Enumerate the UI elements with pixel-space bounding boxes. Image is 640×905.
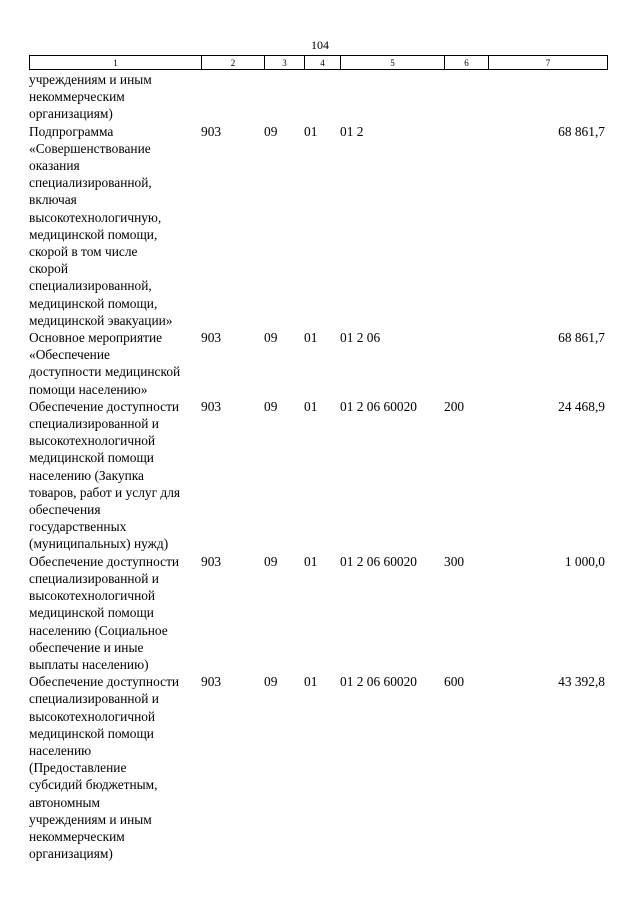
header-col-3: 3 [265,56,305,70]
row-gr: 903 [201,674,222,690]
row-rz: 09 [264,398,278,414]
row-pr: 01 [304,674,318,690]
column-header-table [29,55,608,70]
row-csr: 01 2 06 [340,330,381,346]
row-sum: 24 468,9 [558,398,605,414]
row-pr: 01 [304,330,318,346]
row-name: Обеспечение доступности специализированной и высокотехнологичной медицинской помощи населению (Предоставление субсидий бюджетным, автономным учреждениям и иным некоммерческим организациям) [29,674,180,862]
table-row [29,673,607,862]
row-vr: 600 [444,674,465,690]
row-name: учреждениям и иным некоммерческим организациям) [29,72,152,122]
row-pr: 01 [304,123,318,139]
row-sum: 1 000,0 [564,553,605,569]
table-row [29,71,607,123]
header-col-5: 5 [341,56,445,70]
header-col-6: 6 [445,56,489,70]
row-rz: 09 [264,123,278,139]
row-sum: 68 861,7 [558,123,605,139]
row-vr: 300 [444,553,465,569]
table-row [29,398,607,553]
row-gr: 903 [201,553,222,569]
row-gr: 903 [201,398,222,414]
budget-table-body [29,71,607,862]
table-row [29,329,607,398]
row-pr: 01 [304,398,318,414]
header-col-1: 1 [30,56,202,70]
row-rz: 09 [264,674,278,690]
row-sum: 43 392,8 [558,674,605,690]
page-number: 104 [311,38,329,52]
row-name: Обеспечение доступности специализированной и высокотехнологичной медицинской помощи населению (Социальное обеспечение и иные выплаты населению) [29,553,180,672]
header-col-7: 7 [489,56,608,70]
header-col-4: 4 [305,56,341,70]
row-csr: 01 2 06 60020 [340,553,417,569]
row-name: Подпрограмма «Совершенствование оказания специализированной, включая высокотехнологичную, медицинской помощи, скорой в том числе скорой специализированной, медицинской помощи, медицинской эвакуации» [29,123,173,328]
row-gr: 903 [201,123,222,139]
row-vr: 200 [444,398,465,414]
row-name: Основное мероприятие «Обеспечение доступности медицинской помощи населению» [29,330,181,397]
row-csr: 01 2 06 60020 [340,398,417,414]
row-rz: 09 [264,553,278,569]
table-row [29,553,607,673]
header-col-2: 2 [202,56,265,70]
row-csr: 01 2 06 60020 [340,674,417,690]
row-rz: 09 [264,330,278,346]
row-sum: 68 861,7 [558,330,605,346]
table-row [29,123,607,329]
row-name: Обеспечение доступности специализированной и высокотехнологичной медицинской помощи населению (Закупка товаров, работ и услуг для обеспечения государственных (муниципальных) нужд) [29,398,181,552]
row-pr: 01 [304,553,318,569]
row-csr: 01 2 [340,123,364,139]
row-gr: 903 [201,330,222,346]
